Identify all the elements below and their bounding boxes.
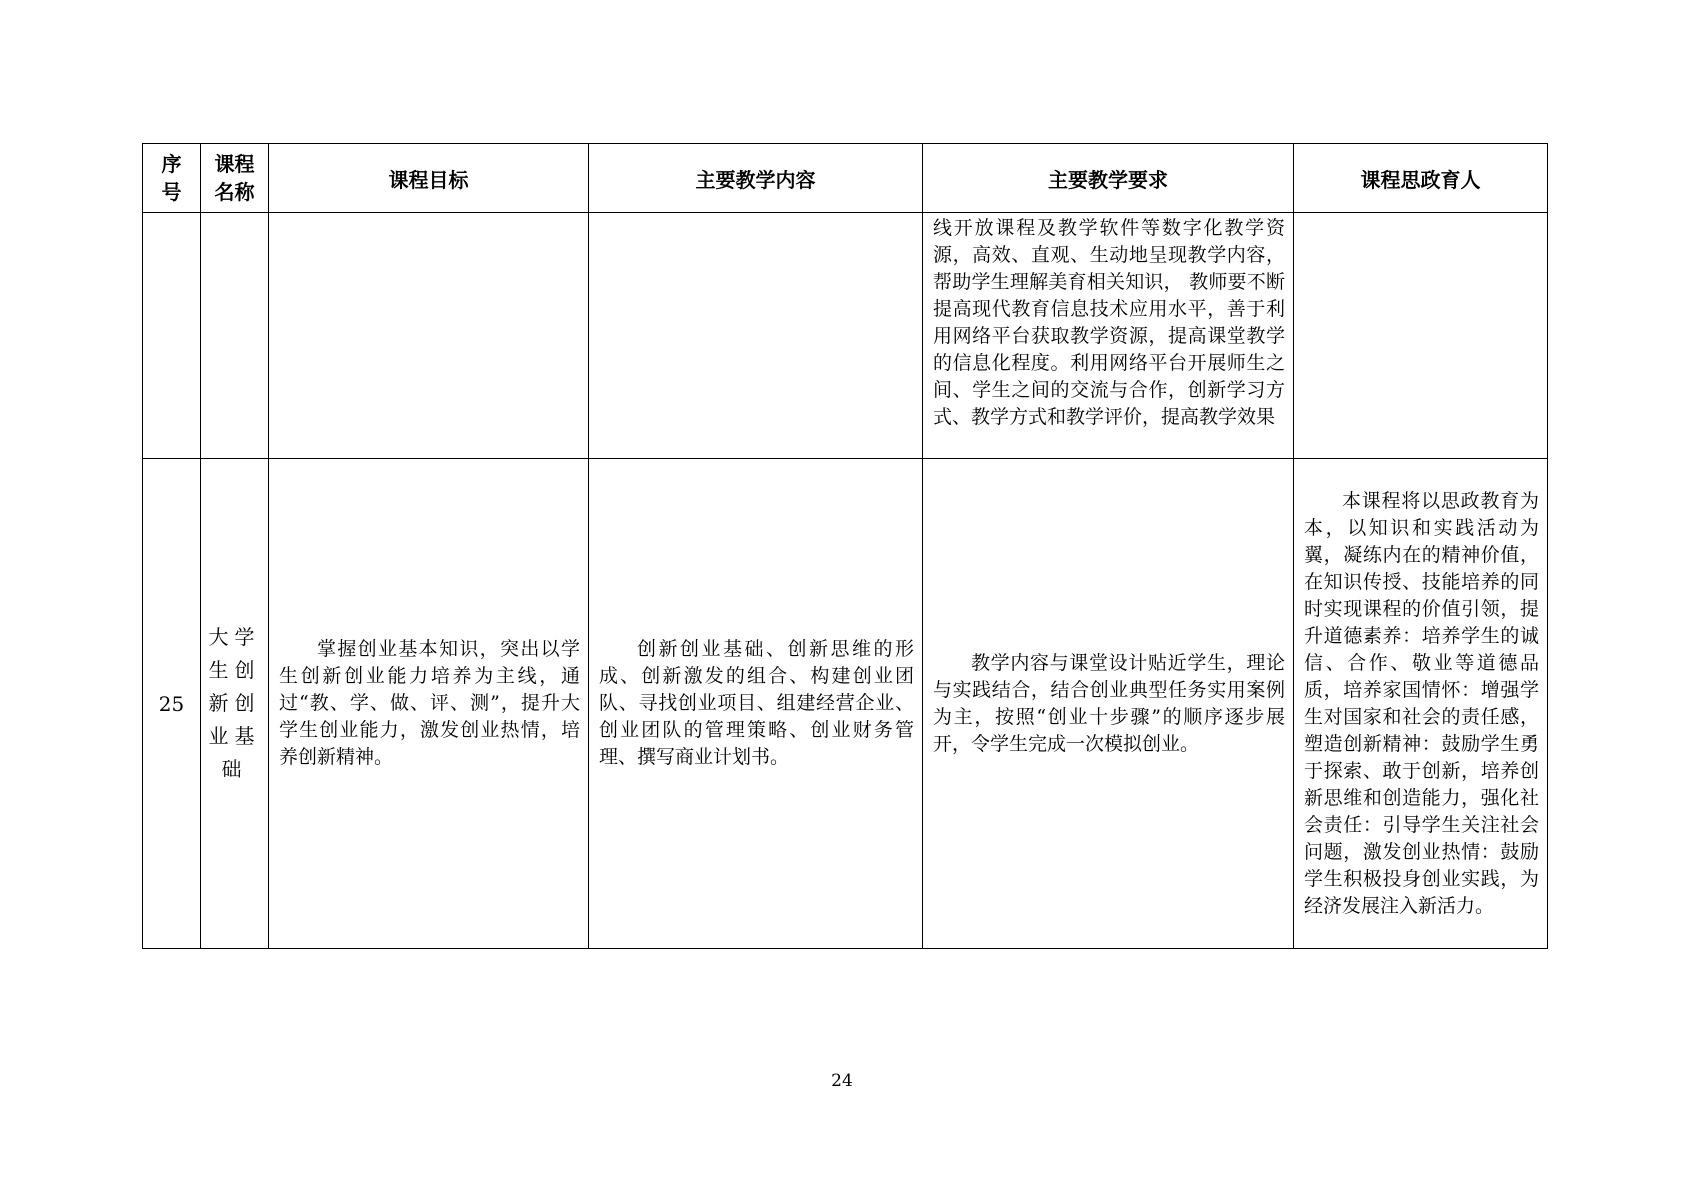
- cont-requirement-text: 线开放课程及教学软件等数字化教学资源，高效、直观、生动地呈现教学内容，帮助学生理解美育相关知识， 教师要不断提高现代教育信息技术应用水平，善于利用网络平台获取教学资源，提高课堂教学的信息化程度。利用网络平台开展师生之间、学生之间的交流与合作，创新学习方式、教学方式和教学评价，提高教学效果: [933, 217, 1285, 428]
- header-seq-line2: 号: [161, 180, 182, 204]
- header-course-name-line2: 名称: [214, 180, 255, 204]
- row25-requirement-cell: [923, 459, 1294, 949]
- row25-seq: 25: [143, 459, 201, 949]
- cont-requirement-cell: [923, 213, 1294, 459]
- page-number: 24: [831, 1071, 853, 1091]
- cont-ideology-cell: [1294, 213, 1548, 459]
- header-requirement: 主要教学要求: [923, 144, 1294, 213]
- header-row: [143, 144, 1548, 213]
- cont-seq-cell: [143, 213, 201, 459]
- row25-course-name: 大学生创新创业基础: [201, 459, 269, 949]
- header-objective: 课程目标: [269, 144, 589, 213]
- cont-content-cell: [589, 213, 923, 459]
- table-row-25: [143, 459, 1548, 949]
- row25-requirement-text: 教学内容与课堂设计贴近学生，理论与实践结合，结合创业典型任务实用案例为主，按照“创业十步骤”的顺序逐步展开，令学生完成一次模拟创业。: [933, 651, 1285, 755]
- header-ideology: 课程思政育人: [1294, 144, 1548, 213]
- header-course-name: [201, 144, 269, 213]
- header-seq-line1: 序: [161, 152, 182, 176]
- curriculum-table: [142, 143, 1548, 949]
- header-content: 主要教学内容: [589, 144, 923, 213]
- table-row-continuation: [143, 213, 1548, 459]
- row25-content-text: 创新创业基础、创新思维的形成、创新激发的组合、构建创业团队、寻找创业项目、组建经营企业、创业团队的管理策略、创业财务管理、撰写商业计划书。: [599, 638, 914, 768]
- row25-objective-text: 掌握创业基本知识，突出以学生创新创业能力培养为主线，通过“教、学、做、评、测”，提升大学生创业能力，激发创业热情，培养创新精神。: [279, 638, 580, 768]
- header-course-name-line1: 课程: [214, 152, 255, 176]
- row25-objective-cell: [269, 459, 589, 949]
- cont-course-name-cell: [201, 213, 269, 459]
- row25-content-cell: [589, 459, 923, 949]
- row25-ideology-text: 本课程将以思政教育为本，以知识和实践活动为翼，凝练内在的精神价值，在知识传授、技能培养的同时实现课程的价值引领，提升道德素养：培养学生的诚信、合作、敬业等道德品质，培养家国情怀：增强学生对国家和社会的责任感，塑造创新精神：鼓励学生勇于探索、敢于创新，培养创新思维和创造能力，强化社会责任：引导学生关注社会问题，激发创业热情：鼓励学生积极投身创业实践，为经济发展注入新活力。: [1304, 489, 1539, 917]
- cont-objective-cell: [269, 213, 589, 459]
- row25-ideology-cell: [1294, 459, 1548, 949]
- header-seq: [143, 144, 201, 213]
